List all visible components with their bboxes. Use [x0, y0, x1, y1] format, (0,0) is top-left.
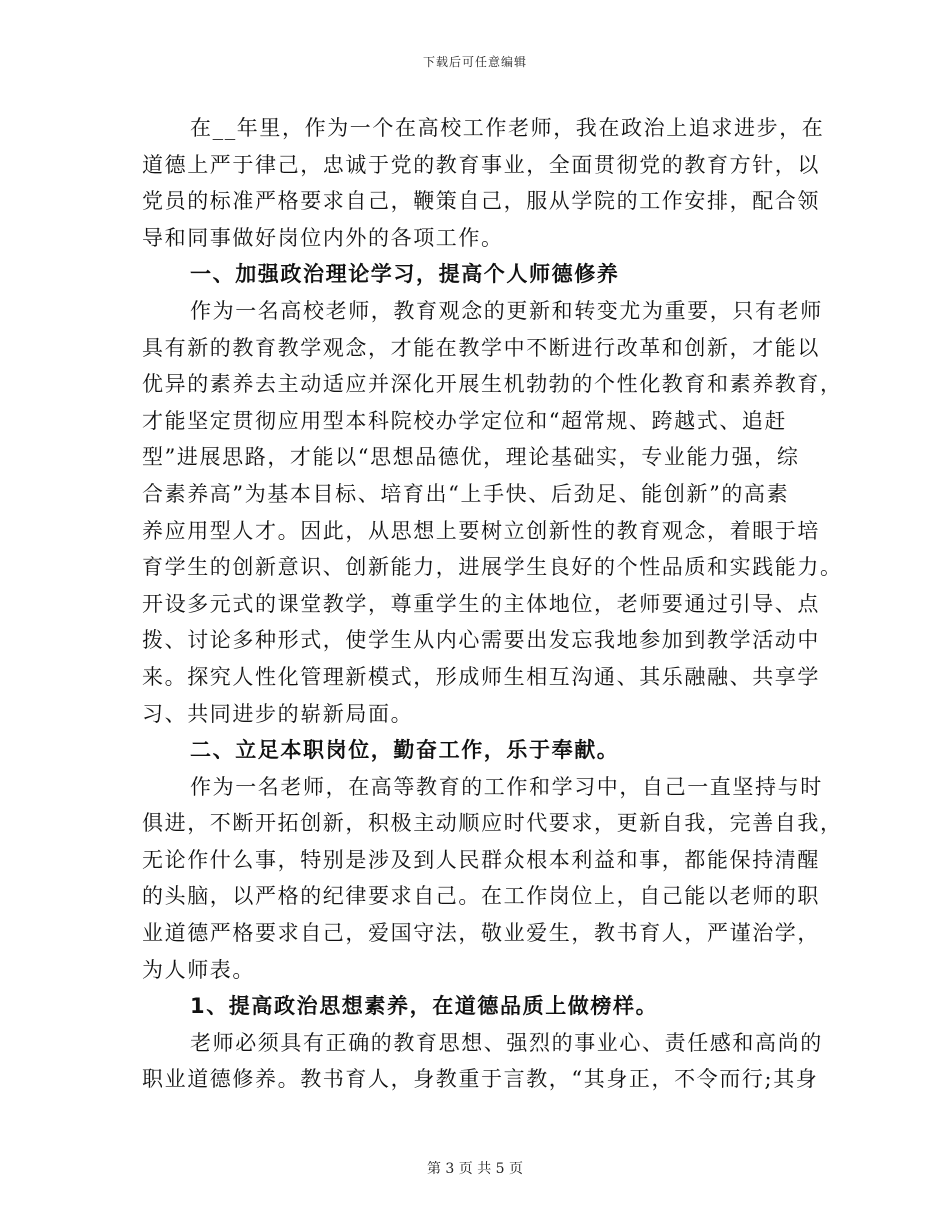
paragraph-line: 党员的标准严格要求自己，鞭策自己，服从学院的工作安排，配合领: [142, 189, 820, 214]
document-body: [142, 110, 843, 1098]
subsection-heading-1: 1、提高政治思想素养，在道德品质上做榜样。: [190, 994, 659, 1019]
paragraph-line: 拨、讨论多种形式，使学生从内心需要出发忘我地参加到教学活动中: [142, 628, 820, 653]
paragraph-line: 的头脑，以严格的纪律要求自己。在工作岗位上，自己能以老师的职: [142, 884, 820, 909]
paragraph-line: 养应用型人才。因此，从思想上要树立创新性的教育观念，着眼于培: [142, 518, 820, 543]
paragraph-line: 为人师表。: [142, 957, 255, 982]
section-heading-2: 二、立足本职岗位，勤奋工作，乐于奉献。: [190, 738, 620, 763]
page-footer: 第 3 页 共 5 页: [426, 1161, 524, 1177]
paragraph-line: 型”进展思路，才能以“思想品德优，理论基础实，专业能力强，综: [142, 445, 800, 470]
page-header: 下载后可任意编辑: [422, 55, 527, 69]
paragraph-line: 职业道德修养。教书育人，身教重于言教，“其身正，不令而行;其身: [142, 1067, 819, 1092]
paragraph-line: 具有新的教育教学观念，才能在教学中不断进行改革和创新，才能以: [142, 335, 820, 360]
paragraph-line: 作为一名高校老师，教育观念的更新和转变尤为重要，只有老师: [190, 298, 823, 323]
paragraph-line: 无论作什么事，特别是涉及到人民群众根本利益和事，都能保持清醒: [142, 847, 820, 872]
paragraph-line: 开设多元式的课堂教学，尊重学生的主体地位，老师要通过引导、点: [142, 591, 820, 616]
paragraph-line: 育学生的创新意识、创新能力，进展学生良好的个性品质和实践能力。: [142, 555, 843, 580]
paragraph-line: 优异的素养去主动适应并深化开展生机勃勃的个性化教育和素养教育，: [142, 372, 843, 397]
section-heading-1: 一、加强政治理论学习，提高个人师德修养: [190, 262, 620, 287]
paragraph-line: 合素养高”为基本目标、培育出“上手快、后劲足、能创新”的高素: [142, 481, 790, 506]
paragraph-line: 习、共同进步的崭新局面。: [142, 701, 414, 726]
paragraph-line: 道德上严于律己，忠诚于党的教育事业，全面贯彻党的教育方针，以: [142, 152, 820, 177]
paragraph-line: 在__年里，作为一个在高校工作老师，我在政治上追求进步，在: [190, 116, 825, 140]
paragraph-line: 才能坚定贯彻应用型本科院校办学定位和“超常规、跨越式、追赶: [142, 408, 788, 433]
paragraph-line: 业道德严格要求自己，爱国守法，敬业爱生，教书育人，严谨治学，: [142, 921, 820, 946]
paragraph-line: 导和同事做好岗位内外的各项工作。: [142, 225, 504, 250]
paragraph-line: 俱进，不断开拓创新，积极主动顺应时代要求，更新自我，完善自我，: [142, 811, 843, 836]
paragraph-line: 作为一名老师，在高等教育的工作和学习中，自己一直坚持与时: [190, 774, 823, 799]
paragraph-line: 老师必须具有正确的教育思想、强烈的事业心、责任感和高尚的: [190, 1030, 823, 1055]
paragraph-line: 来。探究人性化管理新模式，形成师生相互沟通、其乐融融、共享学: [142, 664, 820, 689]
